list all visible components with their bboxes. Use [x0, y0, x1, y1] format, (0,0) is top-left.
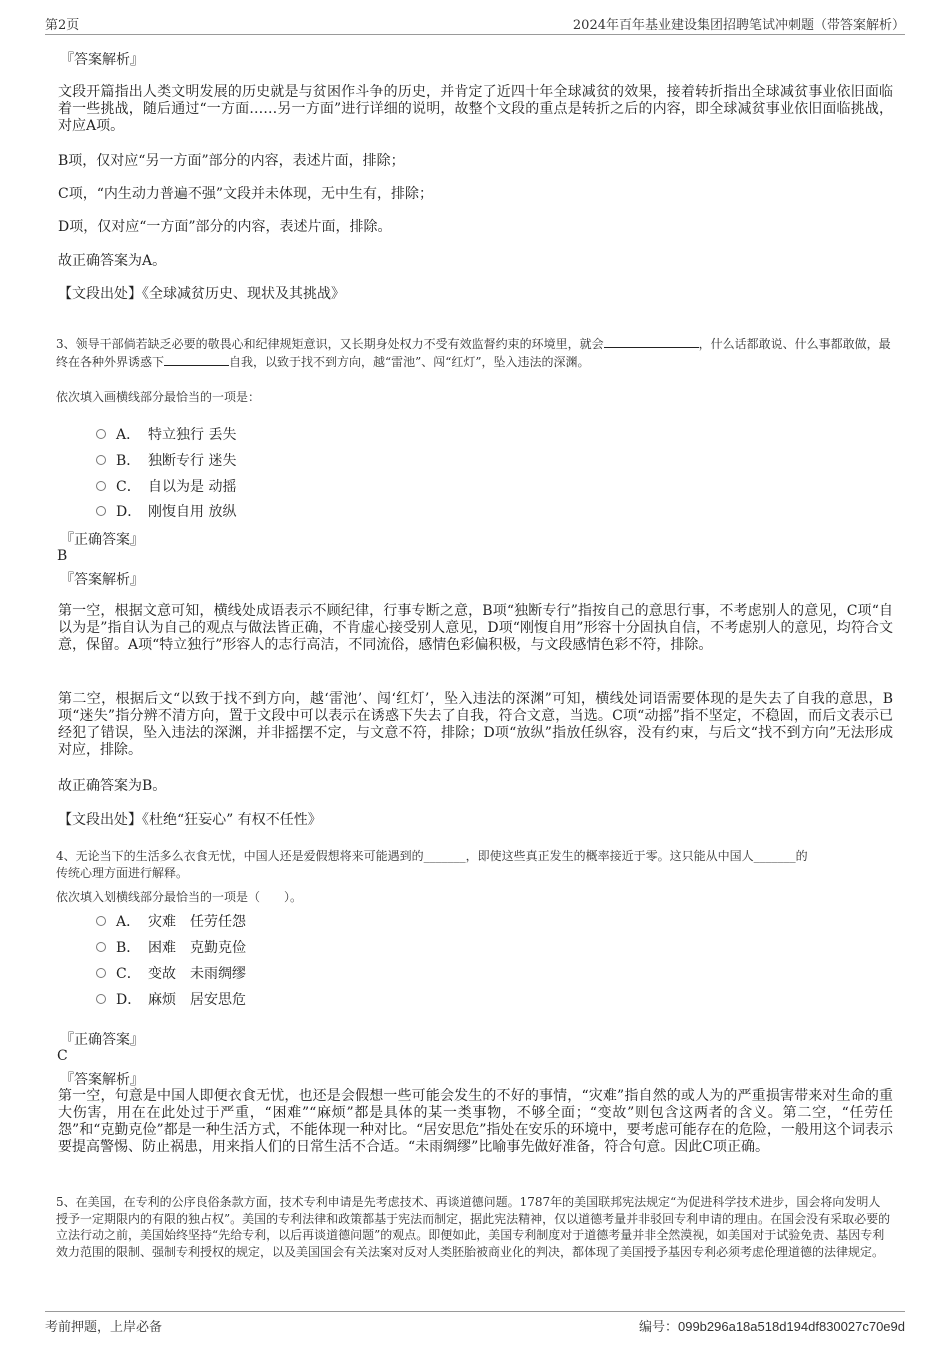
q4-prompt: 依次填入划横线部分最恰当的一项是（ ）。	[56, 890, 303, 904]
q2-analysis-p1: 文段开篇指出人类文明发展的历史就是与贫困作斗争的历史，并肯定了近四十年全球减贫的效果，接着转折指出全球减贫事业依旧面临着一些挑战，随后通过“一方面……另一方面”进行详细的说明，故整个文段的重点是转折之后的内容，即全球减贫事业依旧面临挑战，对应A项。	[58, 84, 893, 134]
q3-blank-2	[164, 353, 229, 366]
q4-analysis-p1: 第一空，句意是中国人即便衣食无忧，也还是会假想一些可能会发生的不好的事情，“灾难”指自然的或人为的严重损害带来对生命的重大伤害，用在在此处过于严重，“困难”“麻烦”都是具体的某一类事物，不够全面；“变故”则包含这两者的含义。第二空，“任劳任怨”和“克勤克俭”都是一种生活方式，不能体现一种对比。“居安思危”指处在安乐的环境中，要考虑可能存在的危险，一般用这个词表示要提高警惕、防止祸患，用来指人们的日常生活不合适。“未雨绸缪”比喻事先做好准备，符合句意。因此C项正确。	[58, 1088, 893, 1155]
option-text: 特立独行 丢失	[148, 427, 237, 443]
page-footer	[45, 1311, 905, 1335]
radio-icon[interactable]	[96, 942, 106, 952]
option-text: 独断专行 迷失	[148, 453, 237, 469]
option-letter: D．	[116, 504, 142, 520]
option-letter: A．	[116, 914, 141, 930]
q4-option-b[interactable]	[96, 937, 246, 957]
option-letter: C．	[116, 966, 141, 982]
radio-icon[interactable]	[96, 481, 106, 491]
q3-stem-part-c: 自我，以致于找不到方向，越“雷池”、闯“红灯”，坠入违法的深渊。	[229, 354, 590, 369]
radio-icon[interactable]	[96, 994, 106, 1004]
q2-analysis-label: 『答案解析』	[60, 52, 144, 68]
q3-stem-part-b: ，什么话都敢说、什么事都敢做，最终在各种外界诱惑下	[56, 337, 891, 369]
option-text: 麻烦 居安思危	[148, 992, 246, 1008]
q3-analysis-label: 『答案解析』	[60, 572, 144, 588]
option-text: 灾难 任劳任怨	[148, 914, 246, 930]
q4-stem-part-a: 4、无论当下的生活多么衣食无忧，中国人还是爱假想将来可能遇到的_______，即使这些真正发生的概率接近于零。这只能从中国人_______的	[56, 849, 808, 863]
q3-stem-part-a: 3、领导干部倘若缺乏必要的敬畏心和纪律规矩意识，又长期身处权力不受有效监督约束的环境里，就会	[56, 337, 604, 351]
option-text: 刚愎自用 放纵	[148, 504, 237, 520]
option-text: 自以为是 动摇	[148, 479, 237, 495]
option-letter: D．	[116, 992, 142, 1008]
q2-analysis-p3: C项，“内生动力普遍不强”文段并未体现，无中生有，排除；	[58, 186, 434, 202]
footer-slogan: 考前押题，上岸必备	[45, 1320, 163, 1335]
q3-stem	[56, 335, 891, 370]
q3-blank-1	[604, 335, 699, 348]
q5-stem: 5、在美国，在专利的公序良俗条款方面，技术专利申请是先考虑技术、再谈道德问题。1787年的美国联邦宪法规定“为促进科学技术进步，国会将向发明人授予一定期限内的有限的独占权”。美国的专利法律和政策都基于宪法而制定，据此宪法精神，仅以道德考量并非驳回专利申请的理由。在国会没有采取必要的立法行动之前，美国始终坚持“先给专利，以后再谈道德问题”的观点。即便如此，美国专利制度对于道德考量并非全然漠视，如美国对于试验免责、基因专利效力范围的限制、强制专利授权的规定，以及美国国会有关法案对反对人类胚胎被商业化的判决，都体现了美国授予基因专利必须考虑伦理道德的法律规定。	[56, 1195, 891, 1259]
q3-option-b[interactable]	[96, 450, 236, 470]
q4-option-d[interactable]	[96, 989, 246, 1009]
footer-code-value: 099b296a18a518d194df830027c70e9d	[677, 1319, 905, 1334]
radio-icon[interactable]	[96, 455, 106, 465]
q3-analysis-p2: 第二空，根据后文“以致于找不到方向，越‘雷池’、闯‘红灯’，坠入违法的深渊”可知，横线处词语需要体现的是失去了自我的意思，B项“迷失”指分辨不清方向，置于文段中可以表示在诱惑下失去了自我，符合文意，当选。C项“动摇”指不坚定，不稳固，而后文表示已经犯了错误，坠入违法的深渊，并非摇摆不定，与文意不符，排除；D项“放纵”指放任纵容，没有约束，与后文“找不到方向”无法形成对应，排除。	[58, 691, 893, 758]
radio-icon[interactable]	[96, 506, 106, 516]
option-text: 变故 未雨绸缪	[148, 966, 246, 982]
q3-option-d[interactable]	[96, 501, 236, 521]
q4-stem-part-b: 传统心理方面进行解释。	[56, 865, 189, 880]
option-letter: B．	[116, 940, 141, 956]
page-header	[45, 14, 905, 35]
q2-analysis-p2: B项，仅对应“另一方面”部分的内容，表述片面，排除；	[58, 153, 405, 169]
q3-correct-answer: B	[57, 548, 68, 564]
q3-analysis-p1: 第一空，根据文意可知，横线处成语表示不顾纪律，行事专断之意，B项“独断专行”指按自己的意思行事，不考虑别人的意见，C项“自以为是”指自认为自己的观点与做法皆正确，不肯虚心接受别人意见，D项“刚愎自用”形容十分固执自信，不考虑别人的意见，均符合文意，保留。A项“特立独行”形容人的志行高洁，不同流俗，感情色彩偏积极，与文段感情色彩不符，排除。	[58, 603, 893, 653]
q4-stem	[56, 848, 891, 881]
option-letter: A．	[116, 427, 141, 443]
q3-prompt: 依次填入画横线部分最恰当的一项是：	[56, 390, 261, 404]
option-text: 困难 克勤克俭	[148, 940, 246, 956]
q2-source: 【文段出处】《全球减贫历史、现状及其挑战》	[58, 286, 345, 302]
option-letter: B．	[116, 453, 141, 469]
document-title: 2024年百年基业建设集团招聘笔试冲刺题（带答案解析）	[572, 18, 905, 33]
q2-analysis-p4: D项，仅对应“一方面”部分的内容，表述片面，排除。	[58, 219, 392, 235]
q4-option-a[interactable]	[96, 911, 246, 931]
q3-source: 【文段出处】《杜绝“狂妄心” 有权不任性》	[58, 812, 322, 828]
q2-conclusion: 故正确答案为A。	[58, 253, 167, 269]
q3-correct-label: 『正确答案』	[60, 532, 144, 548]
page-number: 第2页	[45, 18, 80, 33]
radio-icon[interactable]	[96, 916, 106, 926]
option-letter: C．	[116, 479, 141, 495]
q4-option-c[interactable]	[96, 963, 246, 983]
radio-icon[interactable]	[96, 429, 106, 439]
q3-conclusion: 故正确答案为B。	[58, 778, 167, 794]
q4-correct-label: 『正确答案』	[60, 1032, 144, 1048]
q3-option-c[interactable]	[96, 476, 236, 496]
q4-correct-answer: C	[57, 1048, 68, 1064]
footer-code-label: 编号：	[638, 1320, 678, 1335]
radio-icon[interactable]	[96, 968, 106, 978]
q4-analysis-label: 『答案解析』	[60, 1072, 144, 1088]
q3-option-a[interactable]	[96, 424, 236, 444]
footer-code	[639, 1316, 905, 1335]
